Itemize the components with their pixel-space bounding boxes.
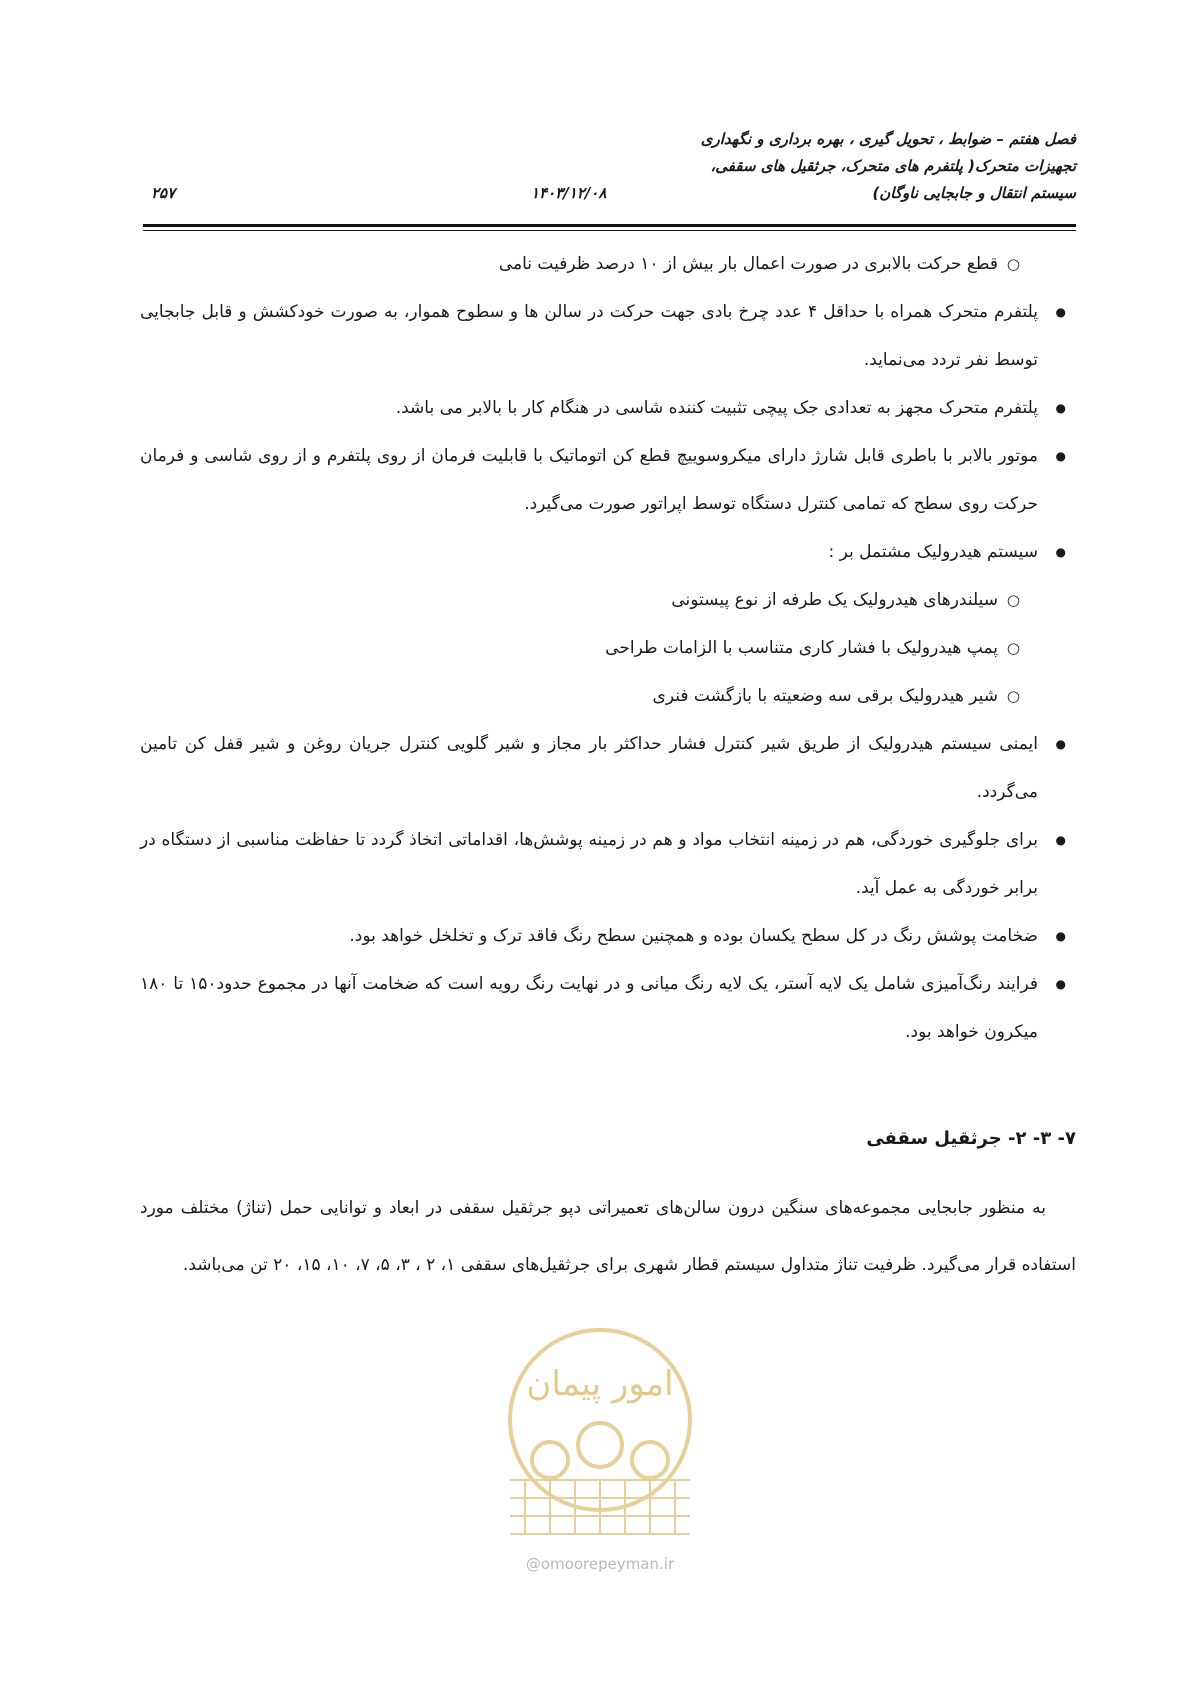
- bullet-icon: ●: [1055, 305, 1066, 319]
- list-item: [140, 816, 1076, 912]
- header-rule-thick: [143, 224, 1076, 227]
- watermark-emblem-icon: [490, 1320, 710, 1545]
- watermark-logo-text: امور پیمان: [526, 1364, 674, 1404]
- list-item-text: فرایند رنگ‌آمیزی شامل یک لایه آستر، یک لایه رنگ میانی و در نهایت رنگ رویه است که ضخامت آنها در مجموع حدود۱۵۰ تا ۱۸۰ میکرون خواهد بود.: [140, 974, 1039, 1042]
- header-chapter-title: فصل هفتم – ضوابط ، تحویل گیری ، بهره برداری و نگهداری: [700, 130, 1076, 148]
- header-subtitle: تجهیزات متحرک( پلتفرم های متحرک، جرثقیل های سقفی،: [710, 157, 1076, 175]
- bullet-icon: ●: [1055, 449, 1066, 463]
- sub-list-item: [140, 672, 1076, 720]
- list-item-text: سیلندرهای هیدرولیک یک طرفه از نوع پیستونی: [671, 590, 998, 610]
- list-item: [140, 720, 1076, 816]
- header-line-2: [143, 153, 1076, 180]
- bullet-icon: ●: [1055, 401, 1066, 415]
- section-heading: [866, 1128, 1076, 1149]
- list-item-text: شیر هیدرولیک برقی سه وضعیته با بازگشت فنری: [652, 686, 998, 706]
- list-item: [140, 384, 1076, 432]
- list-item-text: ایمنی سیستم هیدرولیک از طریق شیر کنترل فشار حداکثر بار مجاز و شیر گلویی کنترل جریان روغن و شیر قفل کن تامین می‌گردد.: [140, 734, 1038, 802]
- list-item: [140, 912, 1076, 960]
- list-item: [140, 288, 1076, 384]
- section-title: جرثقیل سقفی: [866, 1128, 1002, 1149]
- bullet-icon: ●: [1055, 545, 1066, 559]
- list-item-text: برای جلوگیری خوردگی، هم در زمینه انتخاب مواد و هم در زمینه پوشش‌ها، اقداماتی اتخاذ گردد تا حفاظت مناسبی از دستگاه در برابر خوردگی به عمل آید.: [140, 830, 1038, 898]
- list-item-text: پلتفرم متحرک مجهز به تعدادی جک پیچی تثبیت کننده شاسی در هنگام کار با بالابر می باشد.: [395, 398, 1038, 418]
- hollow-bullet-icon: ○: [1006, 639, 1020, 657]
- sub-list-item: [140, 240, 1076, 288]
- sub-list-item: [140, 624, 1076, 672]
- hollow-bullet-icon: ○: [1006, 591, 1020, 609]
- header-line-3: [143, 180, 1076, 207]
- header-line-1: [143, 126, 1076, 153]
- hollow-bullet-icon: ○: [1006, 687, 1020, 705]
- bullet-icon: ●: [1055, 929, 1066, 943]
- list-item-text: پلتفرم متحرک همراه با حداقل ۴ عدد چرخ بادی جهت حرکت در سالن ها و سطوح هموار، به صورت خودکشش و قابل جابجایی توسط نفر تردد می‌نماید.: [140, 302, 1038, 370]
- section-number: ۷- ۳- ۲-: [1008, 1128, 1076, 1149]
- bullet-icon: ●: [1055, 737, 1066, 751]
- watermark-logo: [490, 1320, 710, 1545]
- hollow-bullet-icon: ○: [1006, 255, 1020, 273]
- list-item-text: ضخامت پوشش رنگ در کل سطح یکسان بوده و همچنین سطح رنگ فاقد ترک و تخلخل خواهد بود.: [349, 926, 1038, 946]
- list-item: [140, 432, 1076, 528]
- header-rule-thin: [143, 230, 1076, 231]
- list-item-text: پمپ هیدرولیک با فشار کاری متناسب با الزامات طراحی: [605, 638, 998, 658]
- list-item-text: سیستم هیدرولیک مشتمل بر :: [828, 542, 1038, 562]
- list-item: [140, 960, 1076, 1056]
- list-item: [140, 528, 1076, 576]
- bullet-list-section: [140, 240, 1076, 1056]
- page-number: ۲۵۷: [151, 184, 176, 202]
- page-header: [143, 126, 1076, 207]
- watermark-site: @omoorepeyman.ir: [525, 1555, 675, 1573]
- sub-list-item: [140, 576, 1076, 624]
- list-item-text: موتور بالابر با باطری قابل شارژ دارای میکروسوییچ قطع کن اتوماتیک با قابلیت فرمان از روی پلتفرم و از روی شاسی و فرمان حرکت روی سطح که تمامی کنترل دستگاه توسط اپراتور صورت می‌گیرد.: [140, 446, 1038, 514]
- body-paragraph: به منظور جابجایی مجموعه‌های سنگین درون سالن‌های تعمیراتی دپو جرثقیل سقفی در ابعاد و توانایی حمل (تناژ) مختلف مورد استفاده قرار می‌گیرد. ظرفیت تناژ متداول سیستم قطار شهری برای جرثقیل‌های سقفی ۱، ۲ ، ۳، ۵، ۷، ۱۰، ۱۵، ۲۰ تن می‌باشد.: [140, 1198, 1076, 1275]
- list-item-text: قطع حرکت بالابری در صورت اعمال بار بیش از ۱۰ درصد ظرفیت نامی: [498, 254, 998, 274]
- header-date: ۱۴۰۳/۱۲/۰۸: [531, 184, 607, 202]
- bullet-icon: ●: [1055, 977, 1066, 991]
- bullet-icon: ●: [1055, 833, 1066, 847]
- header-subtitle-end: سیستم انتقال و جابجایی ناوگان): [872, 184, 1076, 202]
- bullet-list: [140, 240, 1076, 1056]
